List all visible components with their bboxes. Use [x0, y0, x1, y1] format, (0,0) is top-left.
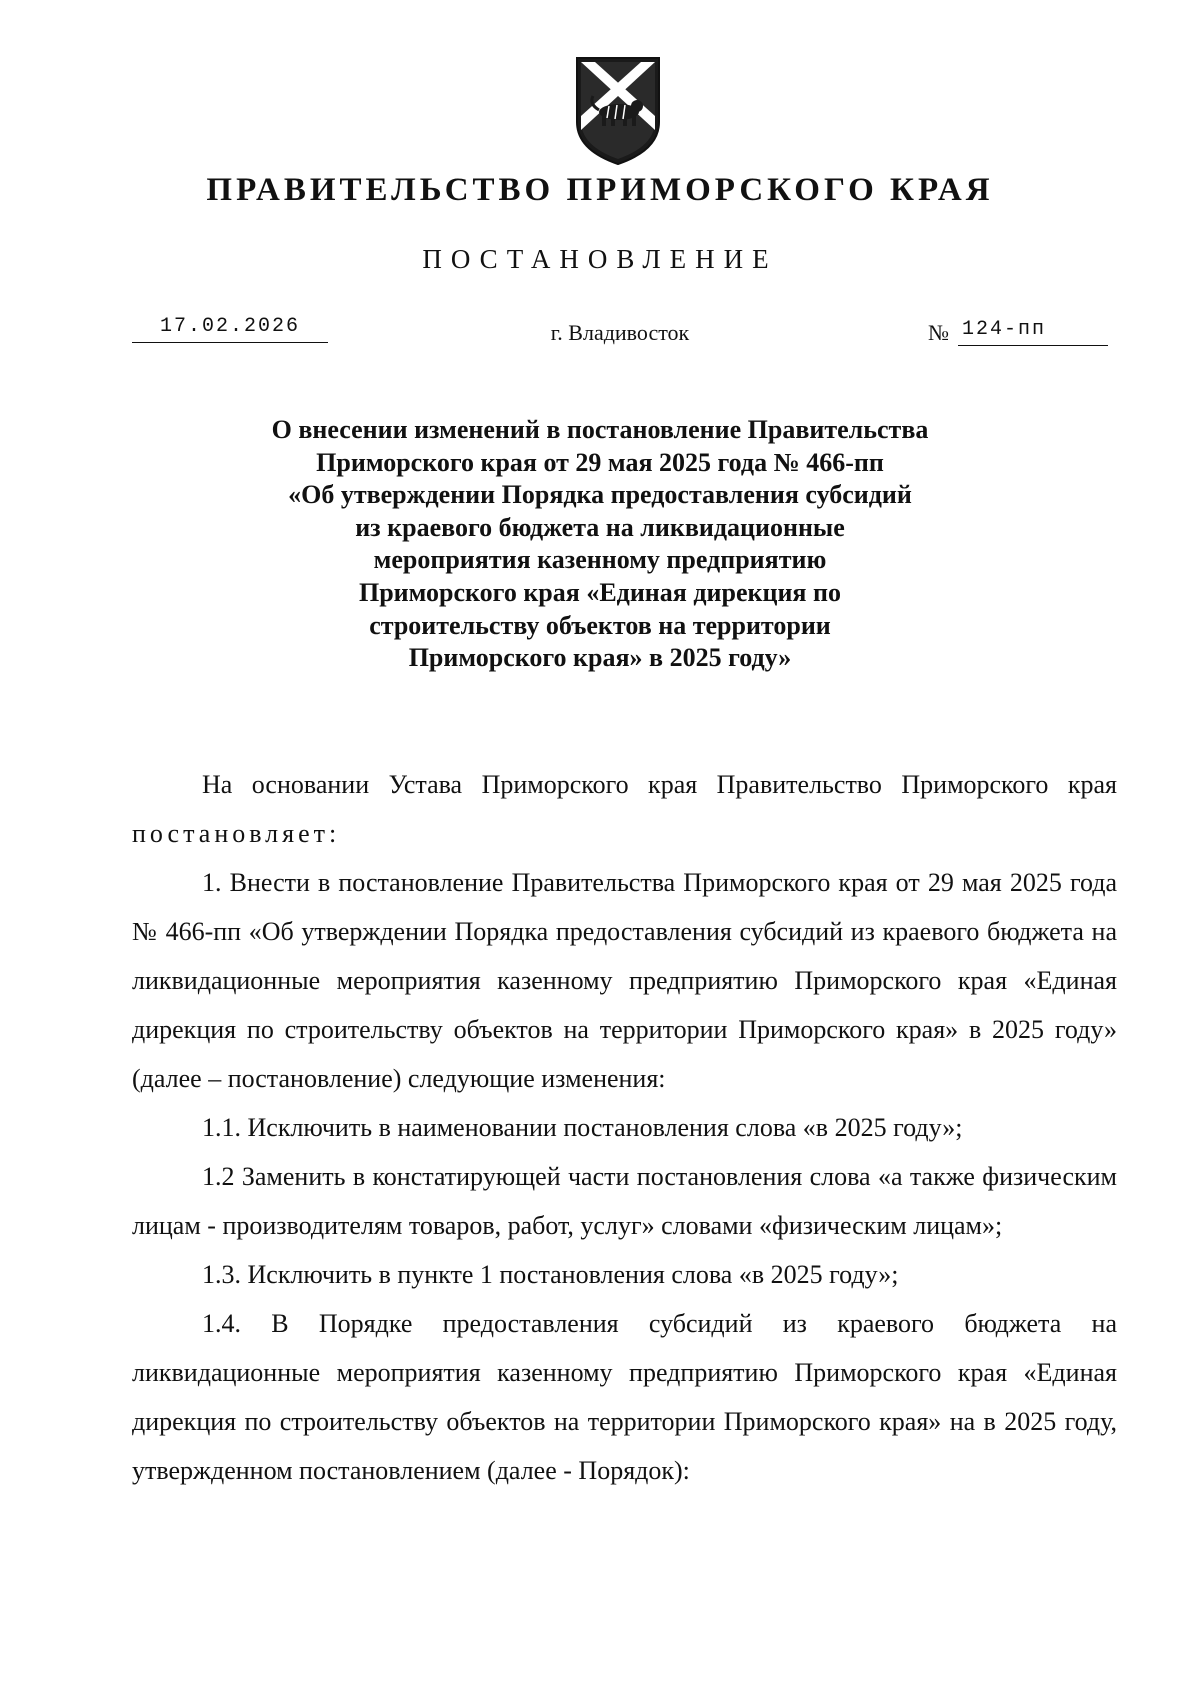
organization-name: ПРАВИТЕЛЬСТВО ПРИМОРСКОГО КРАЯ	[206, 172, 994, 208]
title-line: «Об утверждении Порядка предоставления субсидий	[288, 480, 912, 510]
title-line: Приморского края» в 2025 году»	[408, 643, 792, 673]
paragraph-1-3: 1.3. Исключить в пункте 1 постановления слова «в 2025 году»;	[202, 1260, 899, 1289]
document-number-block	[928, 316, 1108, 346]
title-line: строительству объектов на территории	[369, 610, 831, 640]
title-line: Приморского края «Единая дирекция по	[359, 577, 841, 607]
document-date: 17.02.2026	[132, 312, 328, 343]
document-type: ПОСТАНОВЛЕНИЕ	[422, 244, 778, 274]
document-city: г. Владивосток	[550, 320, 690, 345]
preamble-verb: постановляет:	[132, 819, 341, 848]
title-line: О внесении изменений в постановление Правительства	[271, 415, 929, 444]
document-number: 124-пп	[958, 316, 1108, 346]
title-line: Приморского края от 29 мая 2025 года № 466-пп	[316, 447, 884, 477]
title-line: из краевого бюджета на ликвидационные	[355, 512, 845, 542]
paragraph-1-4: 1.4. В Порядке предоставления субсидий из краевого бюджета на ликвидационные мероприятия казенному предприятию Приморского края «Единая дирекция по строительству объектов на территории Приморского края» на в 2025 году, утвержденном постановлением (далее - Порядок):	[132, 1309, 1117, 1485]
number-sign: №	[928, 320, 949, 345]
paragraph-1-1: 1.1. Исключить в наименовании постановления слова «в 2025 году»;	[202, 1113, 963, 1142]
paragraph-1: 1. Внести в постановление Правительства Приморского края от 29 мая 2025 года № 466-пп «Об утверждении Порядка предоставления субсидий из краевого бюджета на ликвидационные мероприятия казенному предприятию Приморского края «Единая дирекция по строительству объектов на территории Приморского края» в 2025 году» (далее – постановление) следующие изменения:	[132, 868, 1117, 1093]
paragraph-1-2: 1.2 Заменить в констатирующей части постановления слова «а также физическим лицам - производителям товаров, работ, услуг» словами «физическим лицам»;	[132, 1162, 1117, 1240]
title-line: мероприятия казенному предприятию	[373, 545, 827, 575]
document-title	[200, 414, 1000, 675]
document-body	[132, 760, 1117, 1495]
preamble-paragraph	[132, 760, 1117, 858]
preamble-text: На основании Устава Приморского края Правительство Приморского края	[202, 770, 1117, 799]
coat-of-arms-icon	[567, 52, 669, 168]
